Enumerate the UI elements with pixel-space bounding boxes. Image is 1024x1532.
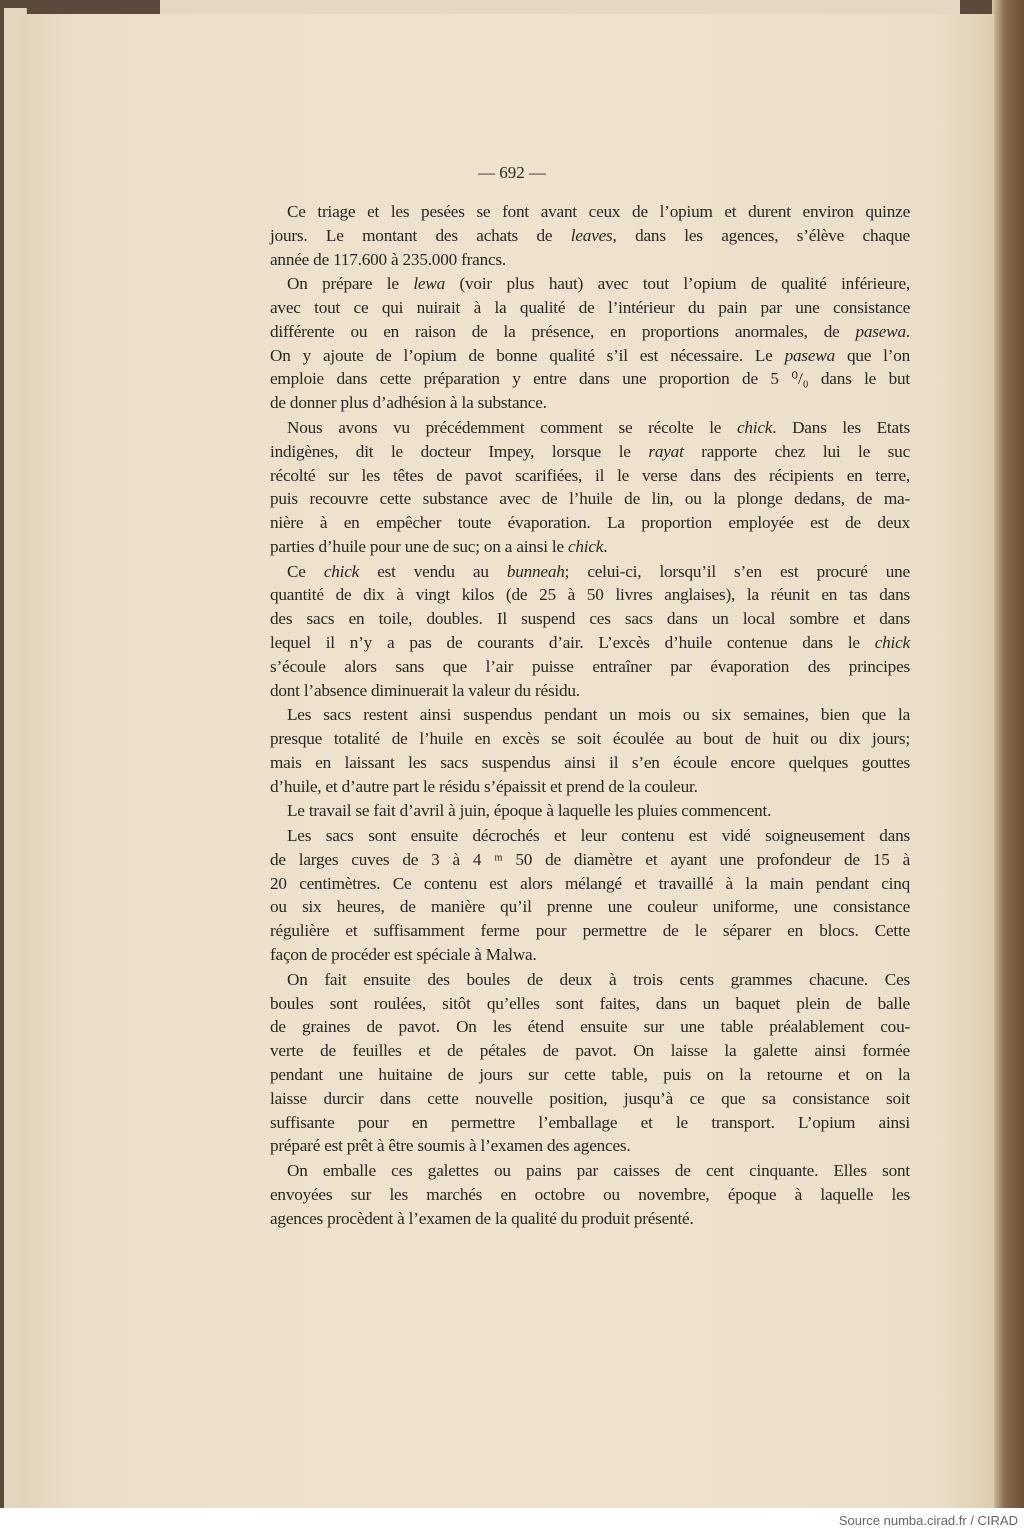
text-line [270, 872, 910, 896]
text-line [270, 607, 910, 631]
text-line [270, 968, 910, 992]
text-segment: différente ou en raison de la présence, en proportions anormales, de [270, 321, 856, 341]
text-line [270, 391, 910, 415]
page-number: — 692 — [478, 163, 546, 182]
text-line [270, 775, 910, 799]
text-segment: . [905, 321, 910, 341]
text-segment: suffisante pour en permettre l’emballage et le transport. L’opium ainsi [270, 1112, 910, 1132]
paragraph [270, 824, 910, 967]
text-segment: Les sacs sont ensuite décrochés et leur contenu est vidé soigneusement dans [287, 826, 910, 846]
text-segment: est vendu au [359, 561, 507, 581]
text-segment: ; celui-ci, lorsqu’il s’en est procuré une [564, 561, 910, 581]
text-line [270, 1111, 910, 1135]
text-segment: boules sont roulées, sitôt qu’elles sont faites, dans un baquet plein de balle [270, 993, 910, 1013]
text-segment: verte de feuilles et de pétales de pavot. On laisse la galette ainsi formée [270, 1041, 910, 1061]
text-line [270, 679, 910, 703]
text-line [270, 296, 910, 320]
text-segment: ou six heures, de manière qu’il prenne une couleur uniforme, une consistance [270, 897, 910, 917]
text-segment: Les sacs restent ainsi suspendus pendant un mois ou six semaines, bien que la [287, 705, 910, 725]
text-segment: On y ajoute de l’opium de bonne qualité s’il est nécessaire. Le [270, 345, 785, 365]
text-line [270, 416, 910, 440]
text-segment: nière à en empêcher toute évaporation. La proportion employée est de deux [270, 513, 910, 533]
text-line [270, 1039, 910, 1063]
text-segment: indigènes, dit le docteur Impey, lorsque le [270, 441, 649, 461]
text-segment: de graines de pavot. On les étend ensuite sur une table préalablement cou- [270, 1017, 910, 1037]
text-line [270, 272, 910, 296]
text-segment: presque totalité de l’huile en excès se soit écoulée au bout de huit ou dix jours; [270, 729, 910, 749]
text-line [270, 440, 910, 464]
paragraph [270, 200, 910, 271]
text-segment: s’écoule alors sans que l’air puisse entraîner par évaporation des principes [270, 656, 910, 676]
text-line [270, 992, 910, 1016]
text-segment: année de 117.600 à 235.000 francs. [270, 249, 506, 269]
paragraph [270, 968, 910, 1158]
text-line [270, 1134, 910, 1158]
text-segment: dont l’absence diminuerait la valeur du résidu. [270, 680, 580, 700]
italic-term: chick [736, 417, 773, 437]
text-segment: préparé est prêt à être soumis à l’examen des agences. [270, 1136, 631, 1156]
italic-term: lewa [413, 274, 445, 294]
text-segment: d’huile, et d’autre part le résidu s’épaissit et prend de la couleur. [270, 776, 698, 796]
italic-term: bunneah [506, 561, 565, 581]
text-line [270, 751, 910, 775]
text-segment: récolté sur les têtes de pavot scarifiées, il le verse dans des récipients en terre, [270, 465, 910, 485]
text-segment: jours. Le montant des achats de [270, 225, 571, 245]
text-segment: de larges cuves de 3 à 4 ᵐ 50 de diamètre et ayant une profondeur de 15 à [270, 849, 910, 869]
paragraph [270, 272, 910, 415]
text-line [270, 560, 910, 584]
text-line [270, 1159, 910, 1183]
text-segment: Le travail se fait d’avril à juin, époque à laquelle les pluies commencent. [287, 801, 772, 821]
text-line [270, 895, 910, 919]
text-segment: façon de procéder est spéciale à Malwa. [270, 945, 537, 965]
paragraph [270, 416, 910, 559]
text-segment: Nous avons vu précédemment comment se récolte le [287, 417, 737, 437]
text-segment: , dans les agences, s’élève chaque [612, 225, 910, 245]
text-segment: On emballe ces galettes ou pains par caisses de cent cinquante. Elles sont [287, 1161, 910, 1180]
text-segment: rapporte chez lui le suc [683, 441, 910, 461]
text-segment: . Dans les Etats [772, 417, 910, 437]
text-segment: laisse durcir dans cette nouvelle position, jusqu’à ce que sa consistance soit [270, 1088, 910, 1108]
text-line [270, 631, 910, 655]
text-line [270, 248, 910, 272]
text-line [270, 1015, 910, 1039]
text-segment: puis recouvre cette substance avec de l’huile de lin, ou la plonge dedans, de ma- [270, 489, 910, 509]
text-segment: emploie dans cette préparation y entre dans une proportion de 5 ⁰/₀ dans le but [270, 369, 910, 389]
text-segment: quantité de dix à vingt kilos (de 25 à 50 livres anglaises), la réunit en tas dans [270, 585, 910, 605]
text-line [270, 1087, 910, 1111]
text-segment: (voir plus haut) avec tout l’opium de qualité inférieure, [444, 274, 910, 294]
body-text [270, 200, 910, 1231]
text-line [270, 511, 910, 535]
text-line [270, 848, 910, 872]
paragraph [270, 799, 910, 823]
italic-term: chick [874, 633, 910, 653]
text-line [270, 824, 910, 848]
text-segment: de donner plus d’adhésion à la substance. [270, 393, 547, 413]
text-line [270, 655, 910, 679]
text-line [270, 367, 910, 391]
text-segment: 20 centimètres. Ce contenu est alors mélangé et travaillé à la main pendant cinq [270, 873, 910, 893]
italic-term: chick [567, 536, 604, 556]
italic-term: pasewa [784, 345, 835, 365]
italic-term: leaves [570, 225, 613, 245]
text-segment: parties d’huile pour une de suc; on a ainsi le [270, 536, 568, 556]
text-segment: pendant une huitaine de jours sur cette table, puis on la retourne et on la [270, 1064, 910, 1084]
text-segment: On fait ensuite des boules de deux à trois cents grammes chacune. Ces [287, 969, 910, 989]
text-line [270, 727, 910, 751]
source-credit: Source numba.cirad.fr / CIRAD [838, 1513, 1018, 1528]
text-line [270, 703, 910, 727]
text-segment: . [603, 536, 608, 556]
italic-term: chick [323, 561, 360, 581]
text-line [270, 320, 910, 344]
text-segment: Ce triage et les pesées se font avant ceux de l’opium et durent environ quinze [287, 202, 910, 221]
text-segment: que l’on [834, 345, 911, 365]
text-line [270, 344, 910, 368]
paragraph [270, 703, 910, 798]
text-segment: Ce [287, 561, 324, 581]
text-line [270, 1207, 910, 1231]
italic-term: pasewa [855, 321, 906, 341]
text-line [270, 1063, 910, 1087]
binding-edge [992, 0, 1024, 1508]
text-segment: agences procèdent à l’examen de la qualité du produit présenté. [270, 1208, 694, 1228]
text-segment: envoyées sur les marchés en octobre ou novembre, époque à laquelle les [270, 1184, 910, 1204]
text-segment: avec tout ce qui nuirait à la qualité de l’intérieur du pain par une consistance [270, 298, 910, 318]
italic-term: rayat [648, 441, 684, 461]
paragraph [270, 560, 910, 703]
text-line [270, 464, 910, 488]
paragraph [270, 1159, 910, 1230]
text-line [270, 1183, 910, 1207]
text-segment: régulière et suffisamment ferme pour permettre de le séparer en blocs. Cette [270, 921, 910, 941]
text-segment: lequel il n’y a pas de courants d’air. L’excès d’huile contenue dans le [270, 633, 875, 653]
text-segment: mais en laissant les sacs suspendus ainsi il s’en écoule encore quelques gouttes [270, 752, 910, 772]
text-line [270, 487, 910, 511]
text-segment: On prépare le [287, 274, 414, 294]
text-line [270, 583, 910, 607]
text-line [270, 943, 910, 967]
text-line [270, 799, 910, 823]
text-line [270, 200, 910, 224]
text-segment: des sacs en toile, doubles. Il suspend ces sacs dans un local sombre et dans [270, 609, 910, 629]
text-line [270, 535, 910, 559]
text-line [270, 224, 910, 248]
text-line [270, 919, 910, 943]
